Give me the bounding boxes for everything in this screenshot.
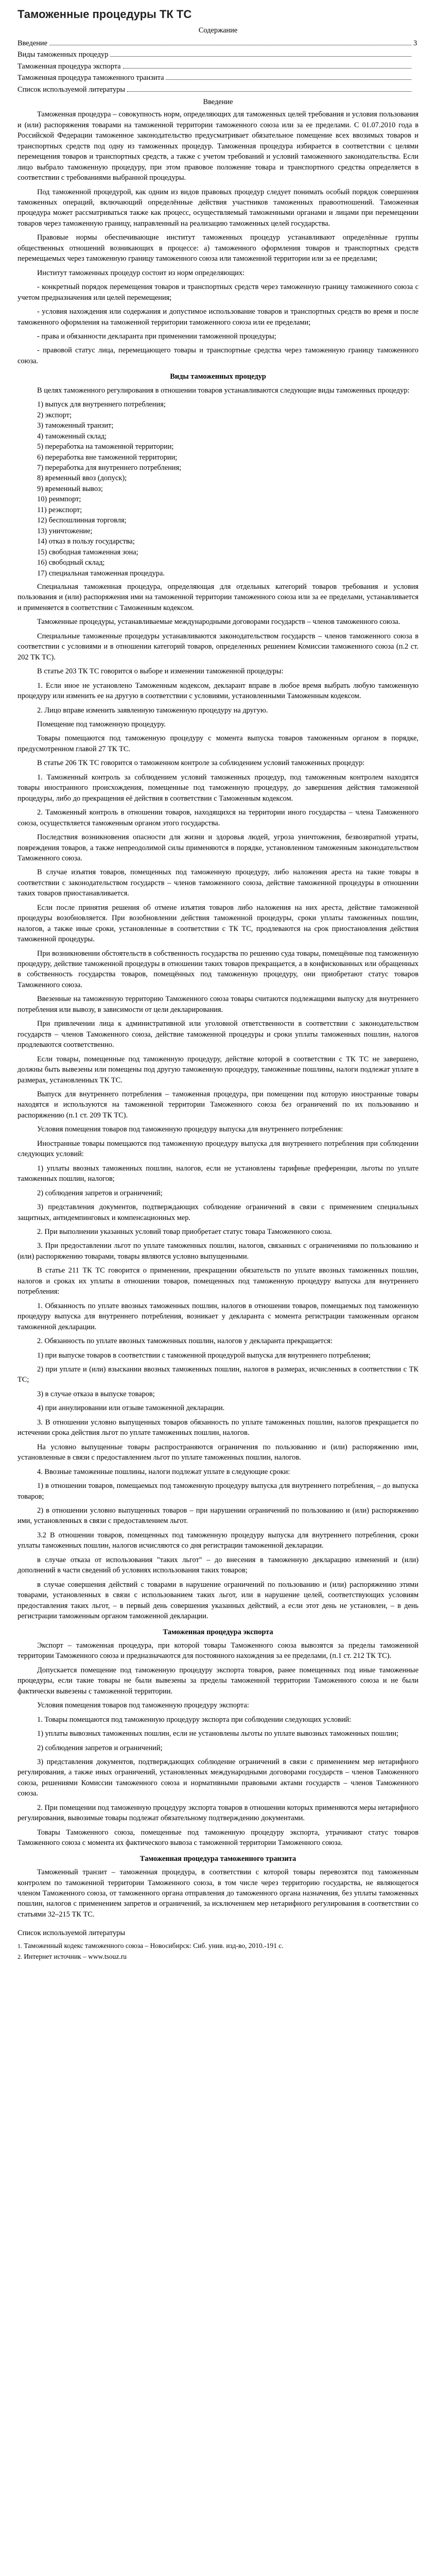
toc-dots [127, 91, 411, 92]
paragraph: В случае изъятия товаров, помещенных под таможенную процедуру, либо наложения ареста на такие товары в соответствии с законодательством государств – членов таможенного союза, действие таможенной процедуры в отношении таких товаров приостанавливается. [18, 868, 418, 898]
toc-item[interactable] [18, 49, 418, 60]
paragraph: 2. При помещении под таможенную процедуру экспорта товаров в отношении которых применяются меры нетарифного регулирования, вывозимые товары подлежат обязательному подтверждению документами. [18, 1803, 418, 1823]
list-item: 6) переработка вне таможенной территории; [37, 453, 178, 462]
paragraph: 1) уплаты ввозных таможенных пошлин, налогов, если не установлены тарифные преференции, льготы по уплате таможенных пошлин, налогов; [18, 1164, 418, 1183]
list-item: 10) реимпорт; [37, 495, 81, 504]
toc-item-page: 3 [413, 39, 417, 47]
export-section [18, 1640, 418, 1849]
intro-heading: Введение [203, 97, 233, 106]
toc-item[interactable] [18, 61, 418, 72]
toc-item[interactable] [18, 73, 418, 83]
paragraph: 2. Таможенный контроль в отношении товаров, находящихся на территории иного государства – члена Таможенного союза, осуществляется таможенным органом этого государства. [18, 808, 418, 827]
paragraph: 2) соблюдения запретов и ограничений; [37, 1743, 163, 1752]
paragraph: 2. Лицо вправе изменить заявленную таможенную процедуру на другую. [37, 706, 268, 715]
list-item: 11) реэкспорт; [37, 505, 82, 514]
paragraph: 1. Обязанность по уплате ввозных таможенных пошлин, налогов в отношении товаров, помещаемых под таможенную процедуру выпуска для внутреннего потребления, возникает у декларанта с момента регистрации таможенным органом таможенной декларации. [18, 1301, 418, 1331]
list-item: 5) переработка на таможенной территории; [37, 443, 174, 451]
table-of-contents [18, 38, 418, 95]
paragraph: При привлечении лица к административной или уголовной ответственности в соответствии с законодательством государств – членов Таможенного союза, действие таможенной процедуры и сроки уплаты таможенных пошлин, налогов продлеваются соответственно. [18, 1020, 418, 1049]
paragraph: 3) представления документов, подтверждающих соблюдение ограничений в связи с применением специальных защитных, антидемпинговых и компенсационных мер. [18, 1203, 418, 1222]
paragraph: 2) при уплате и (или) взыскании ввозных таможенных пошлин, налогов в размерах, исчисленных в соответствии с ТК ТС; [18, 1365, 418, 1384]
paragraph: 1) при выпуске товаров в соответствии с таможенной процедурой выпуска для внутреннего потребления; [37, 1351, 371, 1360]
list-item: 7) переработка для внутреннего потребления; [37, 464, 182, 472]
paragraph: Экспорт – таможенная процедура, при которой товары Таможенного союза вывозятся за пределы таможенной территории Таможенного союза и предназначаются для постоянного нахождения за ее пределами, (п.1 ст. 212 ТК ТС). [18, 1641, 418, 1660]
types-body [18, 582, 418, 1622]
list-item: 3) таможенный транзит; [37, 421, 114, 430]
paragraph: 2) в отношении условно выпущенных товаров – при нарушении ограничений по пользованию и (или) распоряжению ими, установленных в связи с предоставлением льгот. [18, 1506, 418, 1526]
list-item: 17) специальная таможенная процедура. [37, 569, 165, 578]
toc-item[interactable] [18, 84, 418, 95]
document-title: Таможенные процедуры ТК ТС [18, 8, 192, 21]
reference-text: Таможенный кодекс таможенного союза – Новосибирск: Сиб. унив. изд-во, 2010.-191 с. [24, 1941, 284, 1950]
list-item: 13) уничтожение; [37, 527, 93, 535]
paragraph: 1) в отношении товаров, помещаемых под таможенную процедуру выпуска для внутреннего потребления, – до выпуска товаров; [18, 1482, 418, 1501]
paragraph: 1) уплаты вывозных таможенных пошлин, если не установлены льготы по уплате вывозных таможенных пошлин; [37, 1730, 399, 1738]
paragraph: 3. В отношении условно выпущенных товаров обязанность по уплате таможенных пошлин, налогов прекращается по истечении срока действия льгот по уплате таможенных пошлин, налогов. [18, 1418, 418, 1437]
references-section [18, 1928, 418, 1961]
paragraph: в случае совершения действий с товарами в нарушение ограничений по пользованию и (или) распоряжению этими товарами, установленных в связи с использованием таких льгот, или в нарушение целей, соответствующих условиям предоставления таких льгот, – в первый день совершения указанных действий, а если этот день не установлен, – в день регистрации таможенным органом таможенной декларации. [18, 1580, 418, 1621]
paragraph: - права и обязанности декларанта при применении таможенной процедуры; [37, 332, 276, 341]
toc-heading: Содержание [198, 26, 238, 35]
paragraph: Таможенная процедура – совокупность норм, определяющих для таможенных целей требования и условия пользования и (или) распоряжения товарами на таможенной территории таможенного союза или за ее пределами. С 01.07.2010 года в Российской Федерации таможенное законодательство предусматривает обязательное помещение всех ввозимых товаров и транспортных средств под одну из таможенных процедур. Таможенная процедура избирается в соответствии с целями перемещения товаров и транспортных средств, а также с учетом требований и условий таможенного законодательства. Если лицо выбрало таможенную процедуру, при этом правовое положение товара и транспортного средства определяется в соответствии с требованиями выбранной процедуры. [18, 110, 418, 182]
paragraph: - конкретный порядок перемещения товаров и транспортных средств через таможенную границу таможенного союза с учетом предназначения или целей перемещения; [18, 283, 418, 302]
toc-item-label: Таможенная процедура таможенного транзита [18, 74, 164, 82]
references-heading: Список используемой литературы [18, 1929, 126, 1938]
toc-item-label: Виды таможенных процедур [18, 50, 109, 59]
list-item: 2) экспорт; [37, 411, 72, 419]
transit-section [18, 1867, 418, 1920]
paragraph: Таможенный транзит – таможенная процедура, в соответствии с которой товары перевозятся под таможенным контролем по таможенной территории Таможенного союза, в том числе через территорию государства, не являющегося членом Таможенного союза, от таможенного органа отправления до таможенного органа назначения, без уплаты таможенных пошлин, налогов с применением запретов и ограничений, за исключением мер нетарифного регулирования в соответствии со статьями 32–215 ТК ТС. [18, 1868, 418, 1919]
paragraph: Если товары, помещенные под таможенную процедуру, действие которой в соответствии с ТК ТС не завершено, должны быть вывезены или помещены под другую таможенную процедуру, таможенные пошлины, налоги подлежат уплате в размерах, установленных ТК ТС. [18, 1055, 418, 1084]
list-item: 15) свободная таможенная зона; [37, 548, 138, 556]
paragraph: 2) соблюдения запретов и ограничений; [37, 1189, 163, 1197]
toc-dots [110, 56, 411, 57]
paragraph: 3.2 В отношении товаров, помещенных под таможенную процедуру выпуска для внутреннего потребления, сроки уплаты таможенных пошлин, налогов исчисляются со дня регистрации таможенной декларации. [18, 1531, 418, 1550]
paragraph: Таможенные процедуры, устанавливаемые международными договорами государств – членов таможенного союза. [37, 618, 400, 626]
paragraph: Товары Таможенного союза, помещенные под таможенную процедуру экспорта, утрачивают статус товаров Таможенного союза с момента их фактического вывоза с таможенной территории Таможенного союза. [18, 1828, 418, 1848]
paragraph: 2. При выполнении указанных условий товар приобретает статус товара Таможенного союза. [37, 1228, 332, 1236]
reference-number: 1. [18, 1942, 22, 1950]
paragraph: Допускается помещение под таможенную процедуру экспорта товаров, ранее помещенных под иные таможенные процедуры, если такие товары не были вывезены за пределы таможенной территории Таможенного союза и не были фактически вывезены с таможенной территории. [18, 1666, 418, 1696]
paragraph: В целях таможенного регулирования в отношении товаров устанавливаются следующие виды таможенных процедур: [37, 386, 410, 395]
reference-number: 2. [18, 1953, 22, 1960]
types-heading: Виды таможенных процедур [170, 372, 266, 381]
list-item: 4) таможенный склад; [37, 432, 107, 440]
paragraph: При возникновении обстоятельств в собственность государства по решению суда товары, помещённые под таможенную процедуру, действие таможенной процедуры в отношении таких товаров прекращается, а в конфискованных или обращенных в собственность государства товаров, помещённых под таможенную процедуру, они приобретают статус товаров Таможенного союза. [18, 949, 418, 989]
list-item: 14) отказ в пользу государства; [37, 537, 135, 546]
reference-item [18, 1952, 418, 1961]
paragraph: Иностранные товары помещаются под таможенную процедуру выпуска для внутреннего потребления при соблюдении следующих условий: [18, 1139, 418, 1159]
toc-dots [123, 68, 411, 69]
paragraph: 3. При предоставлении льгот по уплате таможенных пошлин, налогов, связанных с ограничениями по пользованию и (или) распоряжению товарами, товары являются условно выпущенными. [18, 1242, 418, 1261]
paragraph: Если после принятия решения об отмене изъятия товаров либо наложения на них ареста, действие таможенной процедуры возобновляется. При возобновлении действия таможенной процедуры, сроки уплаты таможенных пошлин, налогов, а также иные сроки, установленные в соответствии с ТК ТС, продлеваются на срок приостановления действия таможенной процедуры. [18, 903, 418, 944]
paragraph: 4. Ввозные таможенные пошлины, налоги подлежат уплате в следующие сроки: [37, 1467, 290, 1476]
transit-heading: Таможенная процедура таможенного транзита [139, 1854, 297, 1863]
paragraph: Специальная таможенная процедура, определяющая для отдельных категорий товаров требования и условия пользования и (или) распоряжения ими на таможенной территории таможенного союза или за ее пределами, устанавливается и применяется в соответствии с Таможенным кодексом. [18, 582, 418, 612]
paragraph: Условия помещения товаров под таможенную процедуру экспорта: [37, 1701, 249, 1710]
paragraph: - правовой статус лица, перемещающего товары и транспортные средства через таможенную границу таможенного союза. [18, 346, 418, 365]
paragraph: 4) при аннулировании или отзыве таможенной декларации. [37, 1404, 225, 1413]
toc-item-label: Введение [18, 39, 48, 47]
paragraph: Товары помещаются под таможенную процедуру с момента выпуска товаров таможенным органом в порядке, предусмотренном главой 27 ТК ТС. [18, 734, 418, 753]
toc-dots [166, 79, 411, 80]
list-item: 1) выпуск для внутреннего потребления; [37, 400, 166, 409]
paragraph: На условно выпущенные товары распространяются ограничения по пользованию и (или) распоряжению ими, установленные в связи с предоставлением льгот по уплате таможенных пошлин, налогов. [18, 1443, 418, 1462]
procedure-types-list [18, 399, 418, 579]
types-section [18, 385, 418, 1622]
paragraph: 2. Обязанность по уплате ввозных таможенных пошлин, налогов у декларанта прекращается: [37, 1337, 333, 1346]
list-item: 8) временный ввоз (допуск); [37, 474, 127, 483]
paragraph: В статье 206 ТК ТС говорится о таможенном контроле за соблюдением условий таможенных процедур: [37, 759, 365, 768]
paragraph: Помещение под таможенную процедуру. [37, 720, 166, 728]
list-item: 16) свободный склад; [37, 558, 105, 567]
paragraph: - условия нахождения или содержания и допустимое использование товаров и транспортных средств во время и после таможенного оформления на таможенной территории таможенного союза или ее пределами; [18, 308, 418, 327]
toc-item-label: Список используемой литературы [18, 85, 126, 94]
reference-item [18, 1941, 418, 1951]
paragraph: Условия помещения товаров под таможенную процедуру выпуска для внутреннего потребления: [37, 1125, 343, 1134]
paragraph: 1. Таможенный контроль за соблюдением условий таможенных процедур, под таможенным контролем находятся товары иностранного происхождения, помещенные под таможенную процедуру, до завершения действия таможенной процедуры, либо до прекращения её действия в соответствии с Таможенным кодексом. [18, 773, 418, 803]
toc-item[interactable] [18, 38, 418, 48]
paragraph: В статье 211 ТК ТС говорится о применении, прекращении обязательств по уплате ввозных таможенных пошлин, налогов и сроках их уплаты в отношении товаров, помещенных под таможенную процедуру выпуска для внутреннего потребления: [18, 1266, 418, 1296]
export-heading: Таможенная процедура экспорта [163, 1628, 273, 1636]
paragraph: в случае отказа от использования "таких льгот" – до внесения в таможенную декларацию изменений и (или) дополнений в части сведений об условиях использования таких товаров; [18, 1555, 418, 1575]
paragraph: Специальные таможенные процедуры устанавливаются законодательством государств – членов таможенного союза в соответствии с условиями и в отношении категорий товаров, определенных решением Комиссии таможенного союза (п.2 ст. 202 ТК ТС). [18, 632, 418, 662]
paragraph: Институт таможенных процедур состоит из норм определяющих: [37, 268, 245, 277]
intro-section [18, 109, 418, 366]
list-item: 9) временный вывоз; [37, 484, 103, 493]
paragraph: Ввезенные на таможенную территорию Таможенного союза товары считаются подлежащими выпуску для внутреннего потребления или вывозу, в зависимости от цели декларирования. [18, 995, 418, 1014]
paragraph: Выпуск для внутреннего потребления – таможенная процедура, при помещении под которую иностранные товары находятся и используются на таможенной территории Таможенного союза без ограничений по их пользованию и распоряжению (п.1 ст. 209 ТК ТС). [18, 1090, 418, 1120]
toc-item-label: Таможенная процедура экспорта [18, 62, 121, 71]
paragraph: 3) представления документов, подтверждающих соблюдение ограничений в связи с применением мер нетарифного регулирования, а также иных ограничений, установленных международными договорами государств – членов Таможенного союза, решениями Комиссии таможенного союза и нормативными правовыми актами государств – членов Таможенного союза. [18, 1758, 418, 1798]
paragraph: В статье 203 ТК ТС говорится о выборе и изменении таможенной процедуры: [37, 667, 284, 676]
paragraph: Под таможенной процедурой, как одним из видов правовых процедур следует понимать особый порядок совершения таможенных операций, включающий определённые действия участников таможенных правоотношений. Таможенная процедура может рассматриваться также как процесс, осуществляемый таможенными органами и лицами при перемещении товаров через таможенную границу, направленный на реализацию таможенных целей государства. [18, 188, 418, 228]
paragraph: 3) в случае отказа в выпуске товаров; [37, 1389, 155, 1398]
paragraph: Последствия возникновения опасности для жизни и здоровья людей, угроза уничтожения, безвозвратной утраты, повреждения товаров, а также непреодолимой силы применяются в порядке, установленном таможенным законодательством Таможенного союза. [18, 833, 418, 862]
paragraph: Правовые нормы обеспечивающие институт таможенных процедур устанавливают определённые группы общественных отношений возникающих в процессе: а) таможенного оформления товаров и транспортных средств перемещаемых через таможенную границу таможенного союза или таможенной территории или за ее пределами; [18, 233, 418, 263]
paragraph: 1. Если иное не установлено Таможенным кодексом, декларант вправе в любое время выбрать любую таможенную процедуру или изменить ее на другую в соответствии с условиями, установленными Таможенным кодексом. [18, 681, 418, 701]
reference-text: Интернет источник – www.tsouz.ru [24, 1952, 127, 1960]
list-item: 12) беспошлинная торговля; [37, 516, 127, 525]
paragraph: 1. Товары помещаются под таможенную процедуру экспорта при соблюдении следующих условий: [37, 1715, 352, 1724]
